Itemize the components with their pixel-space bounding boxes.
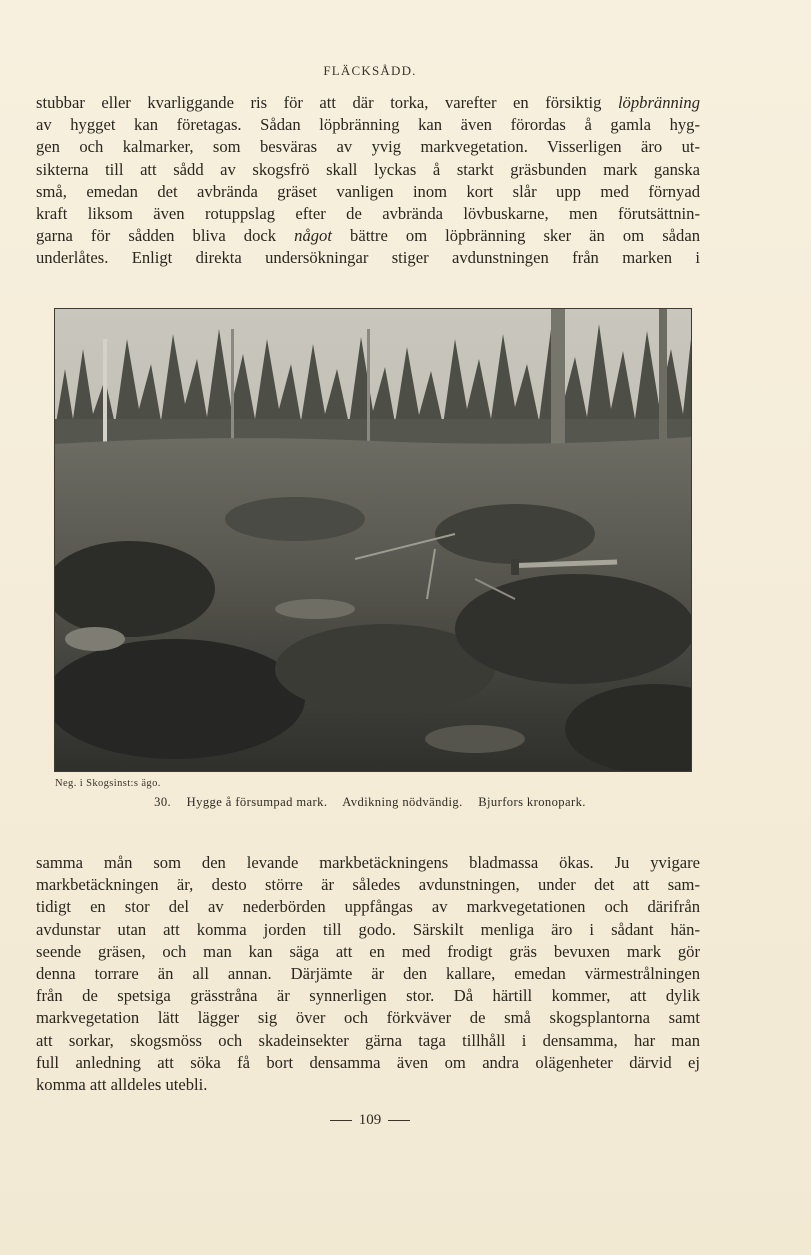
text-line: denna torrare än all annan. Därjämte är den kallare, emedan värmestrålningen <box>36 963 700 983</box>
text-line: seende gräsen, och man kan säga att en med frodigt gräs bevuxen mark gör <box>36 941 700 961</box>
top-paragraph <box>36 92 700 270</box>
text-line: att sorkar, skogsmöss och skadeinsekter gärna taga tillhåll i densamma, har man <box>36 1030 700 1050</box>
running-head: FLÄCKSÅDD. <box>323 63 417 78</box>
text-line: markbetäckningen är, desto större är således avdunstningen, under det att sam- <box>36 875 700 895</box>
page-number <box>0 1112 740 1129</box>
caption-part: Hygge å försumpad mark. <box>186 795 328 809</box>
text-line: komma att alldeles utebli. <box>36 1074 208 1094</box>
italic-word: något <box>294 226 332 246</box>
photo-illustration <box>55 309 691 771</box>
forest-clearing-photograph <box>54 308 692 772</box>
figure-number: 30. <box>154 795 172 809</box>
caption-part: Bjurfors kronopark. <box>478 795 586 809</box>
text-line: samma mån som den levande markbetäckningens bladmassa ökas. Ju yvigare <box>36 853 700 872</box>
italic-word: löpbränning <box>617 93 700 112</box>
text-line: av hygget kan företagas. Sådan löpbränning kan även förordas å gamla hyg- <box>36 115 700 135</box>
text-line: garna för sådden bliva dock något bättre om löpbränning sker än om sådan <box>36 226 700 246</box>
caption-part: Avdikning nödvändig. <box>342 795 463 809</box>
folio-dash <box>388 1120 410 1121</box>
text-line: full anledning att söka få bort densamma även om andra olägenheter därvid ej <box>36 1052 700 1072</box>
text-line: kraft liksom även rotuppslag efter de avbrända lövbuskarne, men förutsättnin- <box>36 203 700 223</box>
text-line: avdunstar utan att komma jorden till godo. Särskilt menliga äro i sådant hän- <box>36 919 700 939</box>
text-line: stubbar eller kvarliggande ris för att där torka, varefter en försiktig löpbränning <box>36 93 700 112</box>
text-line: sikterna till att sådd av skogsfrö skall lyckas å starkt gräsbunden mark ganska <box>36 159 700 179</box>
text-line: underlåtes. Enligt direkta undersökningar stiger avdunstningen från marken i <box>36 248 700 268</box>
text-line: tidigt en stor del av nederbörden uppfångas av markvegetationen och därifrån <box>36 897 700 917</box>
photo-credit: Neg. i Skogsinst:s ägo. <box>55 778 161 789</box>
text-line: markvegetation lätt lägger sig över och förkväver de små skogsplantorna samt <box>36 1008 700 1028</box>
text-line: från de spetsiga grässtråna är synnerligen stor. Då härtill kommer, att dylik <box>36 986 700 1006</box>
folio-dash <box>330 1120 352 1121</box>
page-number-value: 109 <box>358 1112 382 1128</box>
bottom-paragraph <box>36 852 700 1096</box>
text-line: gen och kalmarker, som besväras av yvig markvegetation. Visserligen äro ut- <box>36 137 700 157</box>
figure-caption <box>0 795 740 810</box>
text-line: små, emedan det avbrända gräset vanligen inom kort slår upp med förnyad <box>36 181 700 201</box>
